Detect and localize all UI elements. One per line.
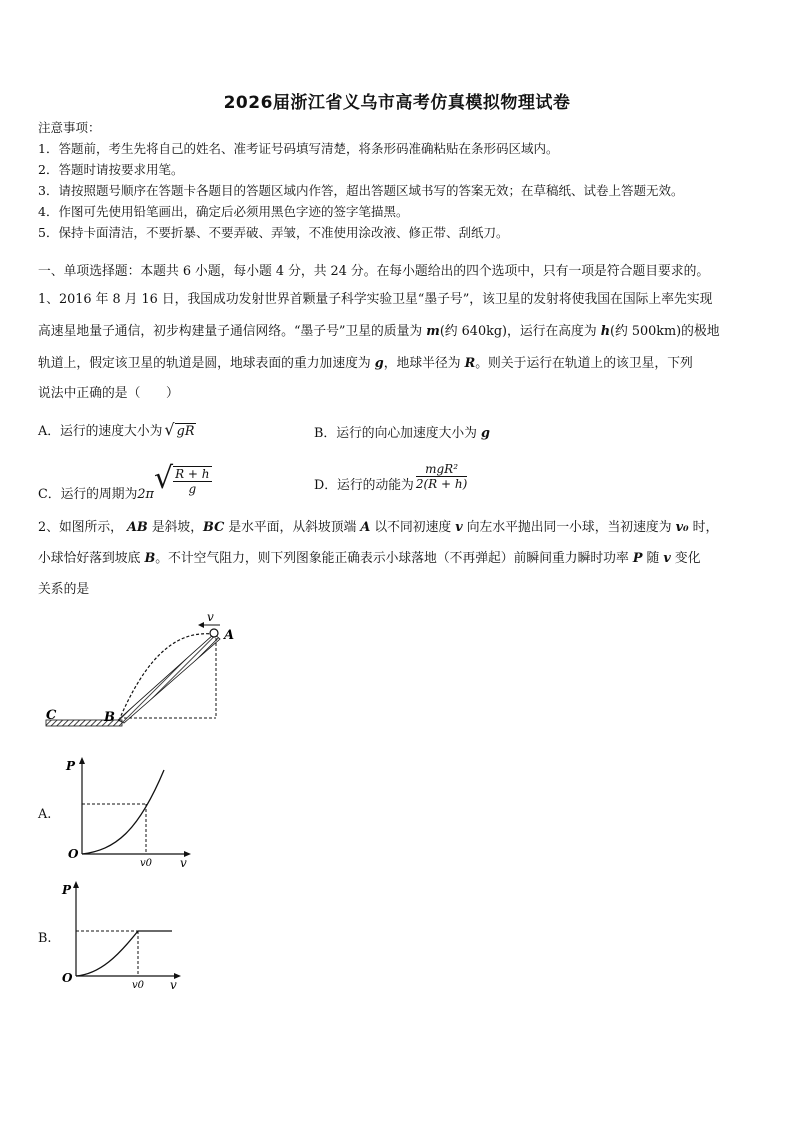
x-label: v [180,856,187,870]
x-label: v [170,978,177,992]
graph-a[interactable] [60,752,200,872]
curve [76,931,138,976]
label-c: C [46,708,57,723]
incline [118,634,220,723]
y-label: P [66,759,76,773]
q2-option-a-label[interactable]: A. [38,807,52,822]
q2-line: 关系的是 [38,582,90,597]
q1-option-c[interactable]: C．运行的周期为2π√ $\frac{R + h}{g}$ [38,461,210,502]
notice-heading: 注意事项： [38,120,101,135]
q1-line: 说法中正确的是（ ） [38,386,179,401]
q2-line: 2、如图所示， AB 是斜坡，BC 是水平面，从斜坡顶端 A 以不同初速度 v 向左水平抛出同一小球，当初速度为 v₀ 时， [38,520,719,535]
q2-line: 小球恰好落到坡底 B。不计空气阻力，则下列图象能正确表示小球落地（不再弹起）前瞬间重力瞬时功率 P 随 v 变化 [38,551,701,566]
q1-option-a[interactable]: A．运行的速度大小为 √ gR [38,420,195,439]
q2-option-b-label[interactable]: B. [38,931,52,946]
y-axis-arrow [79,757,85,764]
q1-line: 高速星地量子通信，初步构建量子通信网络。“墨子号”卫星的质量为 m(约 640kg)，运行在高度为 h(约 500km)的极地 [38,324,720,339]
q1-line: 1、2016 年 8 月 16 日，我国成功发射世界首颗量子科学实验卫星“墨子号”，该卫星的发射将使我国在国际上率先实现 [38,292,713,307]
curve [82,770,164,854]
ball [210,629,218,637]
notice-item: 2．答题时请按要求用笔。 [38,162,184,177]
y-label: P [62,883,72,897]
notice-item: 1．答题前，考生先将自己的姓名、准考证号码填写清楚，将条形码准确粘贴在条形码区域内。 [38,141,559,156]
velocity-arrowhead [198,622,204,628]
tick-label: v0 [140,858,153,869]
label-b: B [104,710,115,725]
notice-item: 3．请按照题号顺序在答题卡各题目的答题区域内作答，超出答题区域书写的答案无效；在草稿纸、试卷上答题无效。 [38,183,684,198]
label-a: A [224,628,235,643]
notice-item: 4．作图可先使用铅笔画出，确定后必须用黑色字迹的签字笔描黑。 [38,204,409,219]
graph-b[interactable] [60,876,200,996]
page-title: 2026届浙江省义乌市高考仿真模拟物理试卷 [223,93,571,113]
slope-figure [40,612,240,737]
origin-label: O [62,971,73,985]
label-v: v [207,612,214,624]
origin-label: O [68,847,79,861]
q1-line: 轨道上，假定该卫星的轨道是圆，地球表面的重力加速度为 g，地球半径为 R。则关于运行在轨道上的该卫星，下列 [38,356,693,371]
y-axis-arrow [73,881,79,888]
tick-label: v0 [132,980,145,991]
q1-option-b[interactable]: B．运行的向心加速度大小为 g [314,426,490,441]
notice-item: 5．保持卡面清洁，不要折暴、不要弄破、弄皱，不准使用涂改液、修正带、刮纸刀。 [38,225,509,240]
section-heading: 一、单项选择题：本题共 6 小题，每小题 4 分，共 24 分。在每小题给出的四个选项中，只有一项是符合题目要求的。 [38,264,710,279]
q1-option-d[interactable]: D．运行的动能为 mgR² 2(R + h) [314,462,468,493]
